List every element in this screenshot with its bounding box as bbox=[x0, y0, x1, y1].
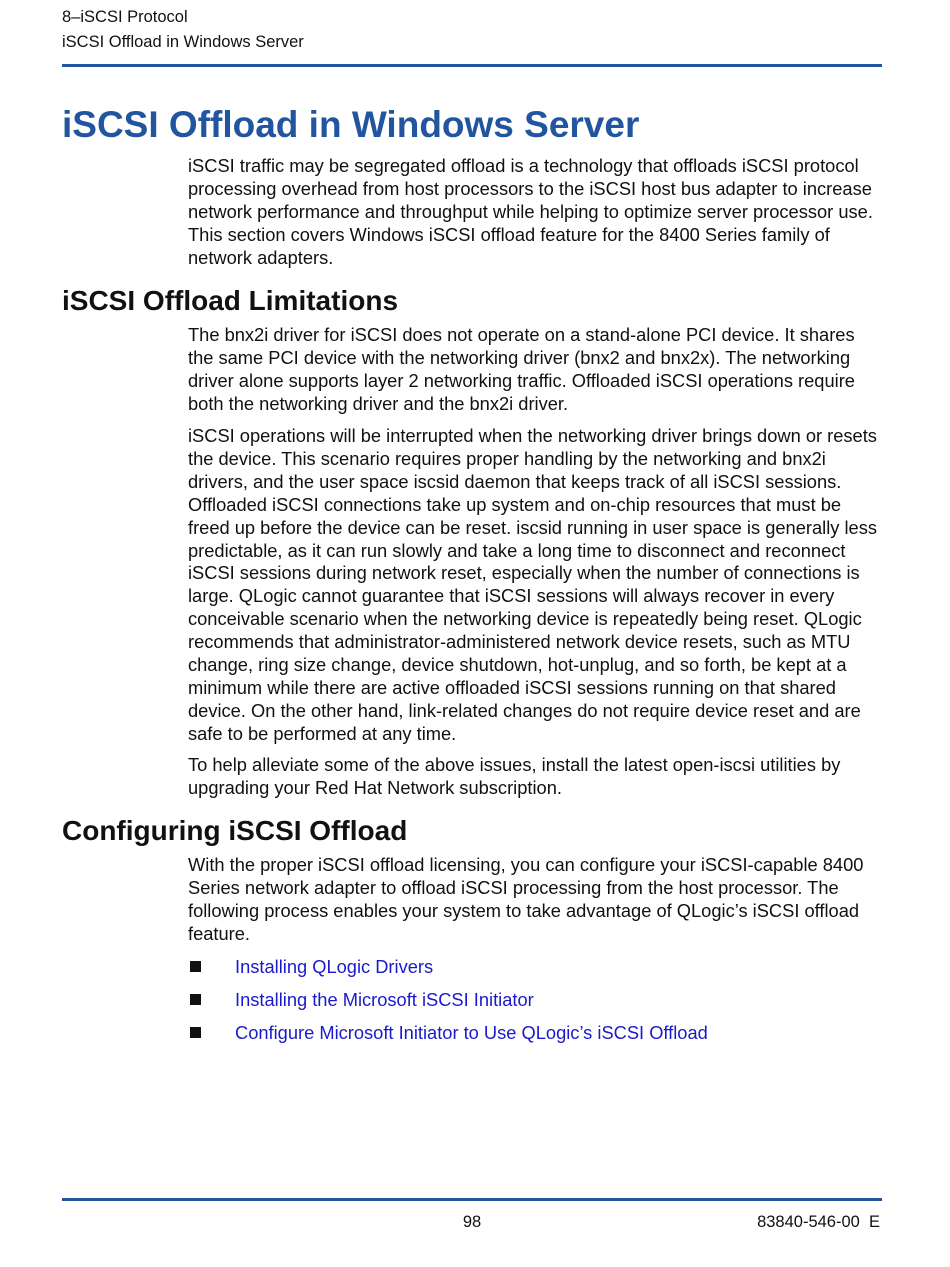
limitations-heading: iSCSI Offload Limitations bbox=[62, 285, 399, 316]
configuring-heading: Configuring iSCSI Offload bbox=[62, 815, 408, 846]
bullet-square-icon bbox=[190, 994, 201, 1005]
list-item bbox=[188, 955, 882, 979]
bullet-square-icon bbox=[190, 961, 201, 972]
running-head-section: iSCSI Offload in Windows Server bbox=[62, 33, 304, 51]
header-rule bbox=[62, 64, 882, 67]
list-item bbox=[188, 1021, 882, 1045]
page-title: iSCSI Offload in Windows Server bbox=[62, 104, 640, 145]
limitations-paragraph-1: The bnx2i driver for iSCSI does not operate on a stand-alone PCI device. It shares the same PCI device with the networking driver (bnx2 and bnx2x). The networking driver alone supports layer 2 networking traffic. Offloaded iSCSI operations require both the networking driver and the bnx2i driver. bbox=[188, 324, 855, 414]
limitations-paragraph-3: To help alleviate some of the above issues, install the latest open-iscsi utilities by upgrading your Red Hat Network subscription. bbox=[188, 754, 841, 798]
link-configure-microsoft-initiator[interactable]: Configure Microsoft Initiator to Use QLogic’s iSCSI Offload bbox=[235, 1022, 708, 1043]
limitations-paragraph-2: iSCSI operations will be interrupted when the networking driver brings down or resets the device. This scenario requires proper handling by the networking and bnx2i drivers, and the user space iscsid daemon that keeps track of all iSCSI sessions. Offloaded iSCSI connections take up system and on-chip resources that must be freed up before the device can be reset. iscsid running in user space is generally less predictable, as it can run slowly and take a long time to disconnect and reconnect iSCSI sessions during network reset, especially when the number of connections is large. QLogic cannot guarantee that iSCSI sessions will always recover in every conceivable scenario when the networking device is repeatedly being reset. QLogic recommends that administrator-administered network device resets, such as MTU change, ring size change, device shutdown, hot-unplug, and so forth, be kept at a minimum while there are active offloaded iSCSI sessions running on that shared device. On the other hand, link-related changes do not require device reset and are safe to be performed at any time. bbox=[188, 425, 877, 744]
bullet-square-icon bbox=[190, 1027, 201, 1038]
page-number: 98 bbox=[462, 1213, 482, 1231]
document-number: 83840-546-00 E bbox=[757, 1213, 880, 1231]
footer-rule bbox=[62, 1198, 882, 1201]
link-installing-qlogic-drivers[interactable]: Installing QLogic Drivers bbox=[235, 956, 434, 977]
configuring-paragraph: With the proper iSCSI offload licensing, you can configure your iSCSI-capable 8400 Series network adapter to offload iSCSI processing from the host processor. The following process enables your system to take advantage of QLogic’s iSCSI offload feature. bbox=[188, 854, 864, 944]
intro-paragraph: iSCSI traffic may be segregated offload is a technology that offloads iSCSI protocol processing overhead from host processors to the iSCSI host bus adapter to increase network performance and throughput while helping to optimize server processor use. This section covers Windows iSCSI offload feature for the 8400 Series family of network adapters. bbox=[188, 155, 873, 268]
list-item bbox=[188, 988, 882, 1012]
running-head bbox=[62, 5, 304, 55]
running-head-chapter: 8–iSCSI Protocol bbox=[62, 8, 188, 26]
link-installing-microsoft-iscsi-initiator[interactable]: Installing the Microsoft iSCSI Initiator bbox=[235, 989, 534, 1010]
